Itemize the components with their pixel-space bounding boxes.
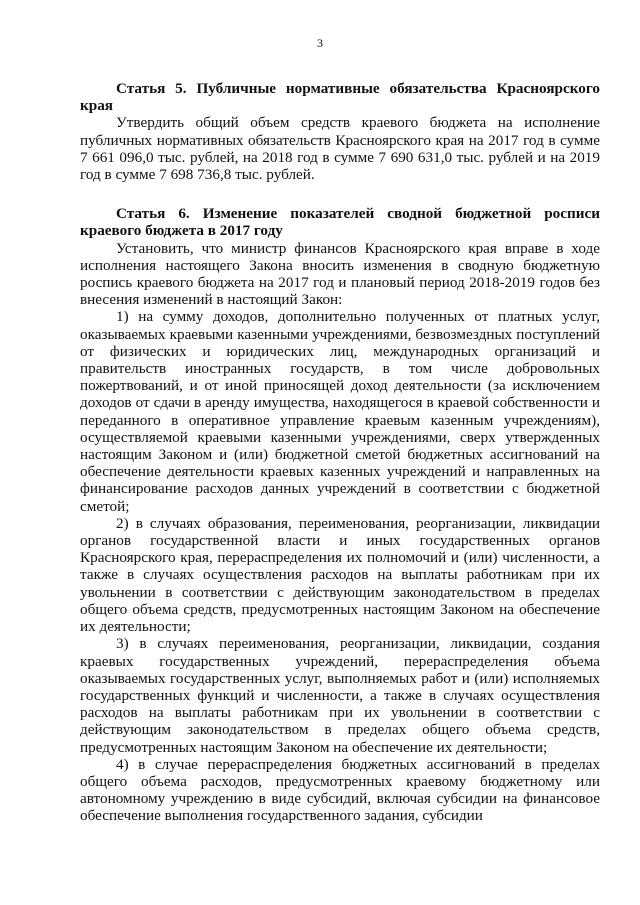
section-spacer: [80, 183, 600, 205]
article-6-heading: Статья 6. Изменение показателей сводной бюджетной росписи краевого бюджета в 2017 году: [80, 205, 600, 240]
article-6-item-3: 3) в случаях переименования, реорганизации, ликвидации, создания краевых государственных учреждений, перераспределения объема оказываемых государственных услуг, выполняемых работ и (или) исполняемых государственных функций и численности, а также в случаях осуществления расходов на выплаты работникам при их увольнении в соответствии с действующим законодательством в пределах общего объема средств, предусмотренных настоящим Законом на обеспечение их деятельности;: [80, 635, 600, 756]
article-5-paragraph: Утвердить общий объем средств краевого бюджета на исполнение публичных нормативных обязательств Красноярского края на 2017 год в сумме 7 661 096,0 тыс. рублей, на 2018 год в сумме 7 690 631,0 тыс. рублей и на 2019 год в сумме 7 698 736,8 тыс. рублей.: [80, 114, 600, 184]
article-6-item-4: 4) в случае перераспределения бюджетных ассигнований в пределах общего объема расходов, предусмотренных краевому бюджетному или автономному учреждению в виде субсидий, включая субсидии на финансовое обеспечение выполнения государственного задания, субсидии: [80, 755, 600, 825]
article-6-intro-paragraph: Установить, что министр финансов Красноярского края вправе в ходе исполнения настоящего Закона вносить изменения в сводную бюджетную роспись краевого бюджета на 2017 год и плановый период 2018-2019 годов без внесения изменений в настоящий Закон:: [80, 239, 600, 309]
page-number: 3: [317, 36, 323, 50]
article-6-item-2: 2) в случаях образования, переименования, реорганизации, ликвидации органов государственной власти и иных государственных органов Красноярского края, перераспределения их полномочий и (или) численности, а также в случаях осуществления расходов на выплаты работникам при их увольнении в соответствии с действующим законодательством в пределах общего объема средств, предусмотренных настоящим Законом на обеспечение их деятельности;: [80, 514, 600, 636]
article-6-item-1: 1) на сумму доходов, дополнительно полученных от платных услуг, оказываемых краевыми казенными учреждениями, безвозмездных поступлений от физических и юридических лиц, международных организаций и правительств иностранных государств, в том числе добровольных пожертвований, и от иной приносящей доход деятельности (за исключением доходов от сдачи в аренду имущества, находящегося в краевой собственности и переданного в оперативное управление краевым казенным учреждениям), осуществляемой краевыми казенными учреждениями, сверх утвержденных настоящим Законом и (или) бюджетной сметой бюджетных ассигнований на обеспечение деятельности краевых казенных учреждений и направленных на финансирование расходов данных учреждений в соответствии с бюджетной сметой;: [80, 308, 600, 515]
document-body: [80, 80, 600, 825]
article-5-heading: Статья 5. Публичные нормативные обязательства Красноярского края: [80, 80, 600, 115]
